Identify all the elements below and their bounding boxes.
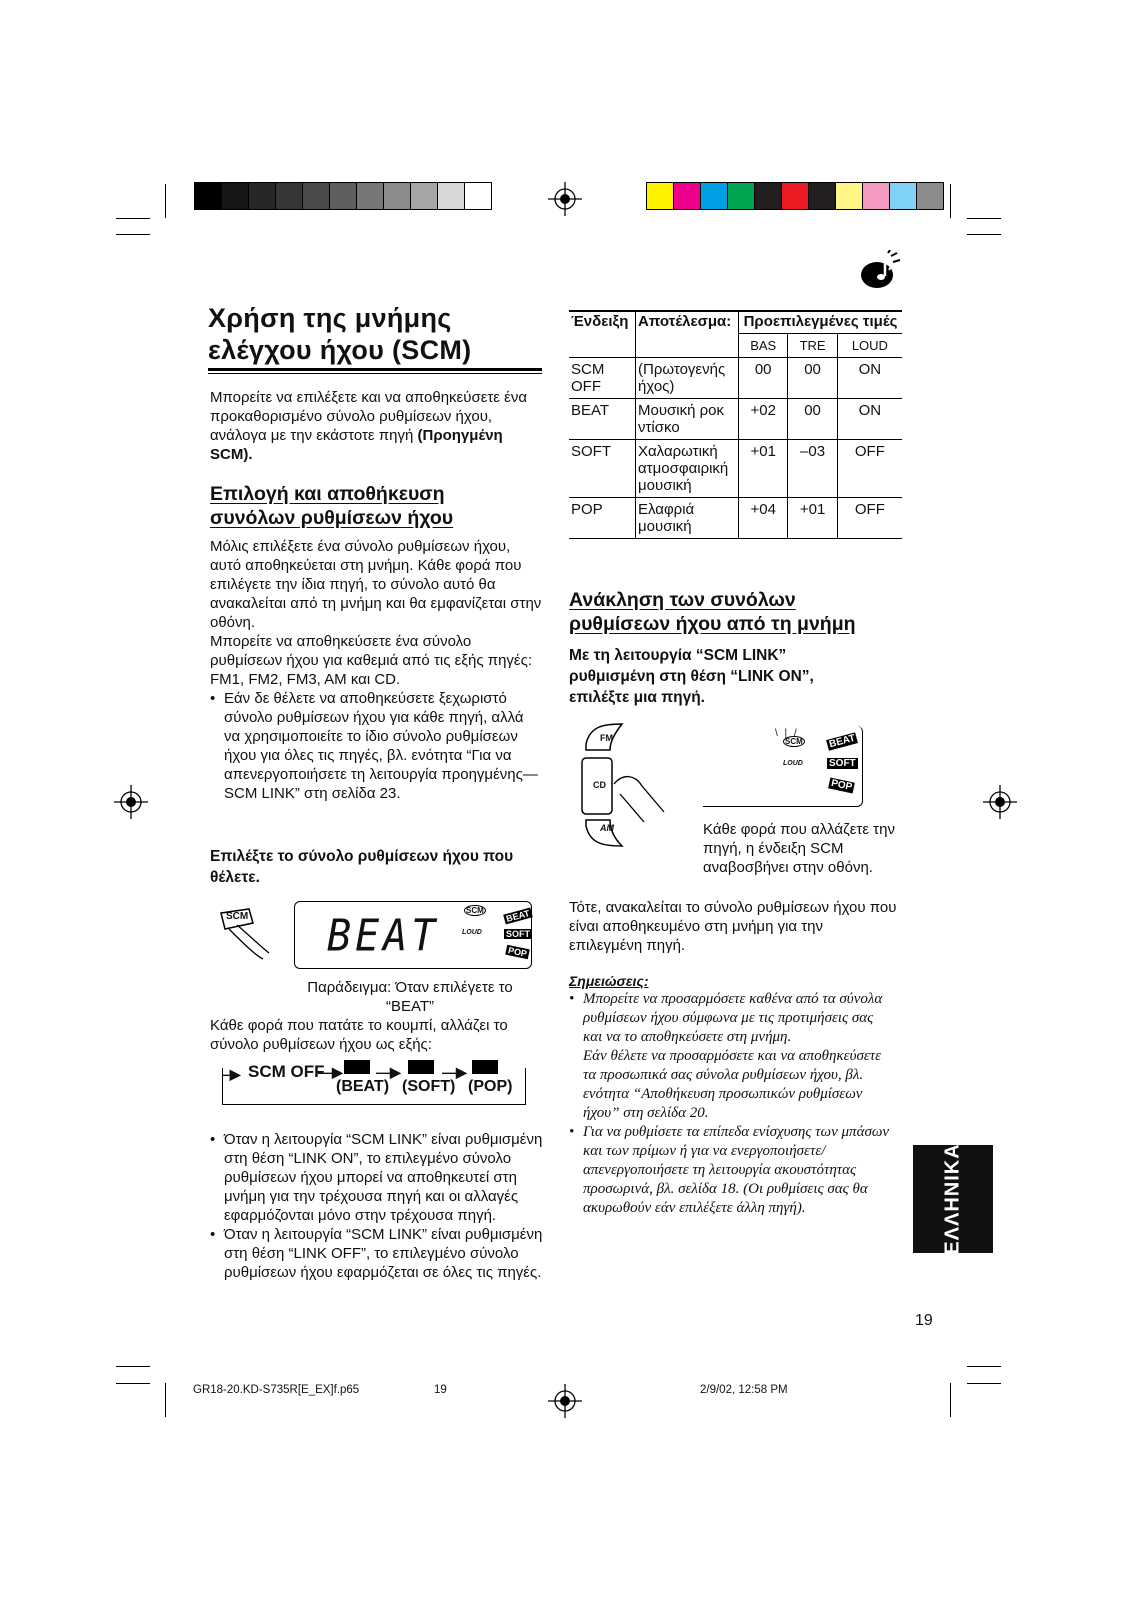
table-cell-bas: +04: [739, 498, 788, 539]
pop-mode-icon: [472, 1060, 498, 1074]
step-title-recall: Με τη λειτουργία “SCM LINK” ρυθμισμένη στη θέση “LINK ON”, επιλέξτε μια πηγή.: [569, 647, 814, 706]
color-swatch: [917, 183, 943, 209]
header-preset: Προεπιλεγμένες τιμές: [739, 310, 903, 334]
footer-page: 19: [434, 1384, 447, 1396]
table-cell-eff: (Πρωτογενής ήχος): [636, 358, 739, 399]
note-1b-text: Εάν θέλετε να προσαρμόσετε και να αποθηκεύσετε τα προσωπικά σας σύνολα ρυθμίσεων ήχου, βλ. ενότητα “Αποθήκευση προσωπικών ρυθμίσεων ήχου” στη σελίδα 20.: [583, 1048, 882, 1121]
blink-beat-indicator: BEAT: [828, 732, 857, 751]
header-effect: Αποτέλεσμα:: [636, 310, 739, 358]
blink-scm-indicator: SCM: [785, 737, 803, 746]
color-swatch: [890, 183, 917, 209]
footer-date: 2/9/02, 12:58 PM: [700, 1384, 788, 1396]
page-title: Χρήση της μνήμης ελέγχου ήχου (SCM): [208, 303, 472, 365]
color-swatch: [330, 183, 357, 209]
section-title-store: Επιλογή και αποθήκευση συνόλων ρυθμίσεων ήχου: [210, 483, 454, 529]
link-off-bullet: • Όταν η λειτουργία “SCM LINK” είναι ρυθμισμένη στη θέση “LINK OFF”, το επιλεγμένο σύνολο ρυθμίσεων ήχου εφαρμόζεται σε όλες τις πηγές.: [210, 1225, 545, 1282]
recall-paragraph: Τότε, ανακαλείται το σύνολο ρυθμίσεων ήχου που είναι αποθηκευμένο στη μνήμη για την επιλεγμένη πηγή.: [569, 899, 897, 954]
color-swatch: [249, 183, 276, 209]
link-on-bullet: • Όταν η λειτουργία “SCM LINK” είναι ρυθμισμένη στη θέση “LINK ON”, το επιλεγμένο σύνολο ρυθμίσεων ήχου μπορεί να αποθηκευτεί στη μνήμη για την τρέχουσα πηγή και οι αλλαγές εφαρμόζονται μόνο στην τρέχουσα πηγή.: [210, 1130, 545, 1225]
color-swatch: [863, 183, 890, 209]
title-rule-thin: [208, 373, 542, 374]
blink-rays-icon: \ | /: [775, 728, 799, 739]
header-indication: Ένδειξη: [569, 310, 636, 358]
blink-loud-indicator: LOUD: [783, 760, 803, 767]
intro-paragraph: [210, 388, 540, 464]
color-swatch: [438, 183, 465, 209]
store-section-body: [210, 537, 545, 803]
cycle-arrow: —▶: [318, 1064, 343, 1080]
table-cell-loud: ON: [858, 361, 882, 378]
am-button-label: AM: [600, 823, 614, 833]
recall-caption: Κάθε φορά που αλλάζετε την πηγή, η ένδειξη SCM αναβοσβήνει στην οθόνη.: [703, 821, 895, 876]
table-cell-tre: –03: [788, 440, 837, 498]
grayscale-color-bar: [194, 182, 492, 210]
table-header-row: [569, 310, 902, 334]
display-soft-indicator: SOFT: [506, 929, 530, 939]
color-swatch: [728, 183, 755, 209]
registration-mark-icon: [548, 1384, 582, 1418]
cycle-soft: (SOFT): [402, 1078, 456, 1095]
table-cell-bas: +01: [739, 440, 788, 498]
display-loud-indicator: LOUD: [462, 929, 482, 936]
cycle-pop: (POP): [468, 1078, 513, 1095]
display-beat-indicator: BEAT: [505, 908, 531, 924]
color-swatch: [357, 183, 384, 209]
cycle-scm-off: SCM OFF: [248, 1062, 325, 1081]
color-swatch: [465, 183, 491, 209]
cycle-arrow: —▶: [442, 1064, 467, 1080]
table-cell-ind: SOFT: [569, 440, 636, 498]
registration-mark-icon: [114, 785, 148, 819]
table-cell-ind: SCM OFF: [569, 358, 636, 399]
language-tab: [913, 1145, 993, 1253]
note-1: [569, 990, 894, 1123]
table-row: [569, 399, 902, 440]
color-swatch: [647, 183, 674, 209]
display-caption: Παράδειγμα: Όταν επιλέγετε το “BEAT”: [307, 979, 513, 1015]
table-cell-loud: OFF: [854, 443, 885, 460]
table-cell-loud: OFF: [854, 501, 885, 518]
intro-text: Μπορείτε να επιλέξετε και να αποθηκεύσετε ένα προκαθορισμένο σύνολο ρυθμίσεων ήχου, ανάλογα με την εκάστοτε πηγή: [210, 389, 528, 444]
table-cell-loud: ON: [858, 402, 882, 419]
table-cell-tre: +01: [788, 498, 837, 539]
header-tre: TRE: [788, 334, 837, 358]
color-swatch: [809, 183, 836, 209]
cycle-description: Κάθε φορά που πατάτε το κουμπί, αλλάζει το σύνολο ρυθμίσεων ήχου ως εξής:: [210, 1017, 508, 1053]
table-cell-tre: 00: [788, 358, 837, 399]
color-swatch: [222, 183, 249, 209]
table-cell-ind: BEAT: [569, 399, 636, 440]
color-swatch: [411, 183, 438, 209]
cd-button-label: CD: [593, 780, 606, 790]
blink-soft-indicator: SOFT: [829, 758, 856, 769]
header-loud: LOUD: [851, 338, 888, 353]
footer-filename: GR18-20.KD-S735R[E_EX]f.p65: [193, 1384, 360, 1396]
color-swatch: [195, 183, 222, 209]
display-pop-indicator: POP: [507, 945, 528, 959]
display-indicators: [460, 905, 531, 965]
color-swatch: [836, 183, 863, 209]
cycle-beat: (BEAT): [336, 1078, 390, 1095]
store-bullet-1: • Εάν δε θέλετε να αποθηκεύσετε ξεχωριστό σύνολο ρυθμίσεων ήχου για κάθε πηγή, αλλά να χρησιμοποιείτε το ίδιο σύνολο ρυθμίσεων ήχου για όλες τις πηγές, βλ. ενότητα “Για να απενεργοποιήσετε τη λειτουργία προηγμένης—SCM LINK” στη σελίδα 23.: [210, 689, 539, 803]
color-swatch: [701, 183, 728, 209]
mode-cycle-flow: [222, 1058, 526, 1108]
preset-table: [569, 310, 902, 539]
color-swatch: [384, 183, 411, 209]
display-scm-indicator: SCM: [466, 906, 484, 915]
store-paragraph-2: Μπορείτε να αποθηκεύσετε ένα σύνολο ρυθμίσεων ήχου για καθεμιά από τις εξής πηγές: FM1, FM2, FM3, AM και CD.: [210, 633, 533, 688]
intro-bold-text: (Προηγμένη SCM).: [210, 427, 503, 463]
page-number: 19: [915, 1312, 933, 1329]
soft-mode-icon: [408, 1060, 434, 1074]
sound-note-icon: [858, 250, 904, 290]
table-cell-ind: POP: [569, 498, 636, 539]
registration-mark-icon: [548, 182, 582, 216]
table-cell-eff: Μουσική ροκ ντίσκο: [636, 399, 739, 440]
language-tab-label: ΕΛΛΗΝΙΚΑ: [941, 1143, 964, 1255]
color-swatch: [755, 183, 782, 209]
color-swatch: [782, 183, 809, 209]
cycle-arrow-in: –▶: [222, 1066, 241, 1082]
display-scm-blink-indicators: [775, 728, 861, 802]
table-cell-bas: +02: [739, 399, 788, 440]
notes-title: Σημειώσεις:: [569, 973, 649, 989]
color-swatch: [276, 183, 303, 209]
notes-list: [569, 990, 894, 1218]
table-cell-eff: Ελαφριά μουσική: [636, 498, 739, 539]
color-swatch: [674, 183, 701, 209]
note-1-text: Μπορείτε να προσαρμόσετε καθένα από τα σύνολα ρυθμίσεων ήχου σύμφωνα με τις προτιμήσεις σας και να το αποθηκεύσετε στη μνήμη.: [583, 991, 883, 1045]
color-swatch: [303, 183, 330, 209]
step-title-select: Επιλέξτε το σύνολο ρυθμίσεων ήχου που θέλετε.: [210, 848, 514, 886]
table-cell-tre: 00: [788, 399, 837, 440]
fm-button-label: FM: [600, 733, 613, 743]
display-main-text: BEAT: [327, 910, 440, 962]
link-bullets: [210, 1130, 545, 1282]
store-paragraph-1: Μόλις επιλέξετε ένα σύνολο ρυθμίσεων ήχου, αυτό αποθηκεύεται στη μνήμη. Κάθε φορά που επιλέγετε την ίδια πηγή, το σύνολο αυτό θα ανακαλείται από τη μνήμη και θα εμφανίζεται στην οθόνη.: [210, 538, 542, 631]
cycle-arrow: —▶: [376, 1064, 401, 1080]
beat-mode-icon: [344, 1060, 370, 1074]
note-2: • Για να ρυθμίσετε τα επίπεδα ενίσχυσης των μπάσων και των πρίμων ή για να ενεργοποιήσετε/ απενεργοποιήσετε τη λειτουργία ακουστότητας προσωρινά, βλ. σελίδα 18. (Οι ρυθμίσεις σας θα ακυρωθούν εάν επιλέξετε άλλη πηγή).: [569, 1123, 894, 1218]
header-bas: BAS: [739, 334, 788, 358]
section-title-recall: Ανάκληση των συνόλων ρυθμίσεων ήχου από τη μνήμη: [569, 589, 856, 635]
title-rule: [208, 368, 542, 371]
scm-button-label: SCM: [226, 911, 249, 922]
table-row: [569, 440, 902, 498]
table-row: [569, 498, 902, 539]
table-cell-eff: Χαλαρωτική ατμοσφαιρική μουσική: [636, 440, 739, 498]
table-row: [569, 358, 902, 399]
blink-pop-indicator: POP: [830, 777, 854, 794]
color-calibration-bar: [646, 182, 944, 210]
registration-mark-icon: [983, 785, 1017, 819]
table-cell-bas: 00: [739, 358, 788, 399]
